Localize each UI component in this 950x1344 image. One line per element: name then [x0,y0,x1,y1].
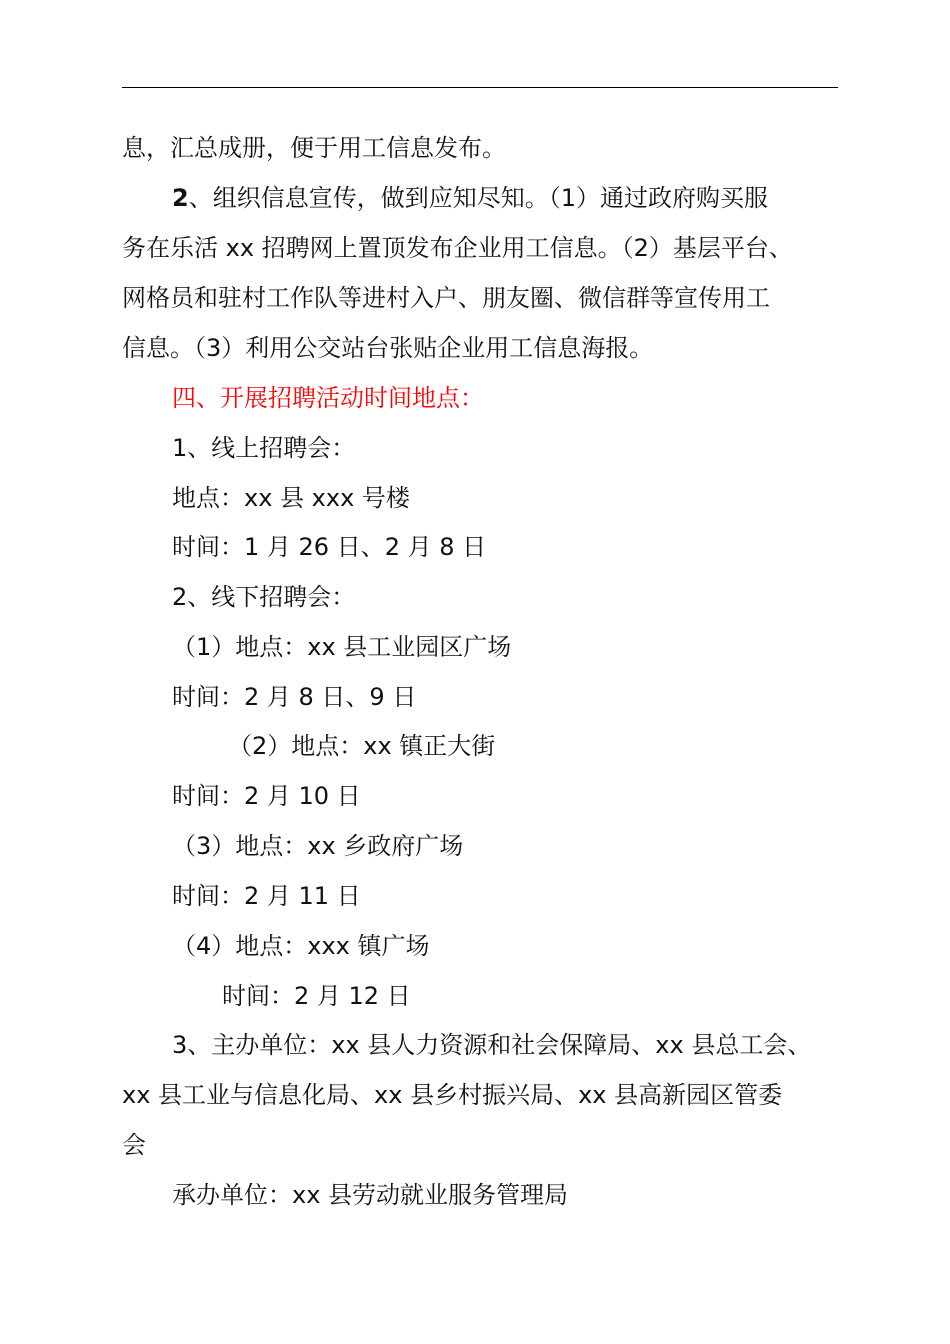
paragraph-line: 承办单位：xx 县劳动就业服务管理局 [172,1181,569,1209]
list-item: （4）地点：xxx 镇广场 [172,932,430,960]
paragraph-line: 3、主办单位：xx 县人力资源和社会保障局、xx 县总工会、 [172,1031,812,1059]
paragraph-line: xx 县工业与信息化局、xx 县乡村振兴局、xx 县高新园区管委 [122,1081,783,1109]
item-number: 2 [172,184,189,212]
paragraph-line: 信息。（3）利用公交站台张贴企业用工信息海报。 [122,334,654,362]
list-item: 1、线上招聘会： [172,434,356,462]
list-item: 地点：xx 县 xxx 号楼 [172,484,410,512]
list-item: 2、线下招聘会： [172,583,356,611]
list-item: （3）地点：xx 乡政府广场 [172,832,464,860]
section-heading: 四、开展招聘活动时间地点： [172,384,484,412]
list-item: 时间：1 月 26 日、2 月 8 日 [172,533,487,561]
list-item: （1）地点：xx 县工业园区广场 [172,633,512,661]
paragraph-line: 会 [122,1131,146,1159]
paragraph-line [172,182,768,214]
list-item: 时间：2 月 8 日、9 日 [172,683,417,711]
list-item: 时间：2 月 11 日 [172,882,361,910]
paragraph-line: 息，汇总成册，便于用工信息发布。 [122,134,506,162]
paragraph-line: 网格员和驻村工作队等进村入户、朋友圈、微信群等宣传用工 [122,284,770,312]
list-item: （2）地点：xx 镇正大街 [228,732,496,760]
paragraph-text: 、组织信息宣传，做到应知尽知。（1）通过政府购买服 [188,184,768,212]
list-item: 时间：2 月 12 日 [222,982,411,1010]
header-rule [122,87,838,88]
paragraph-line: 务在乐活 xx 招聘网上置顶发布企业用工信息。（2）基层平台、 [122,234,793,262]
list-item: 时间：2 月 10 日 [172,782,361,810]
